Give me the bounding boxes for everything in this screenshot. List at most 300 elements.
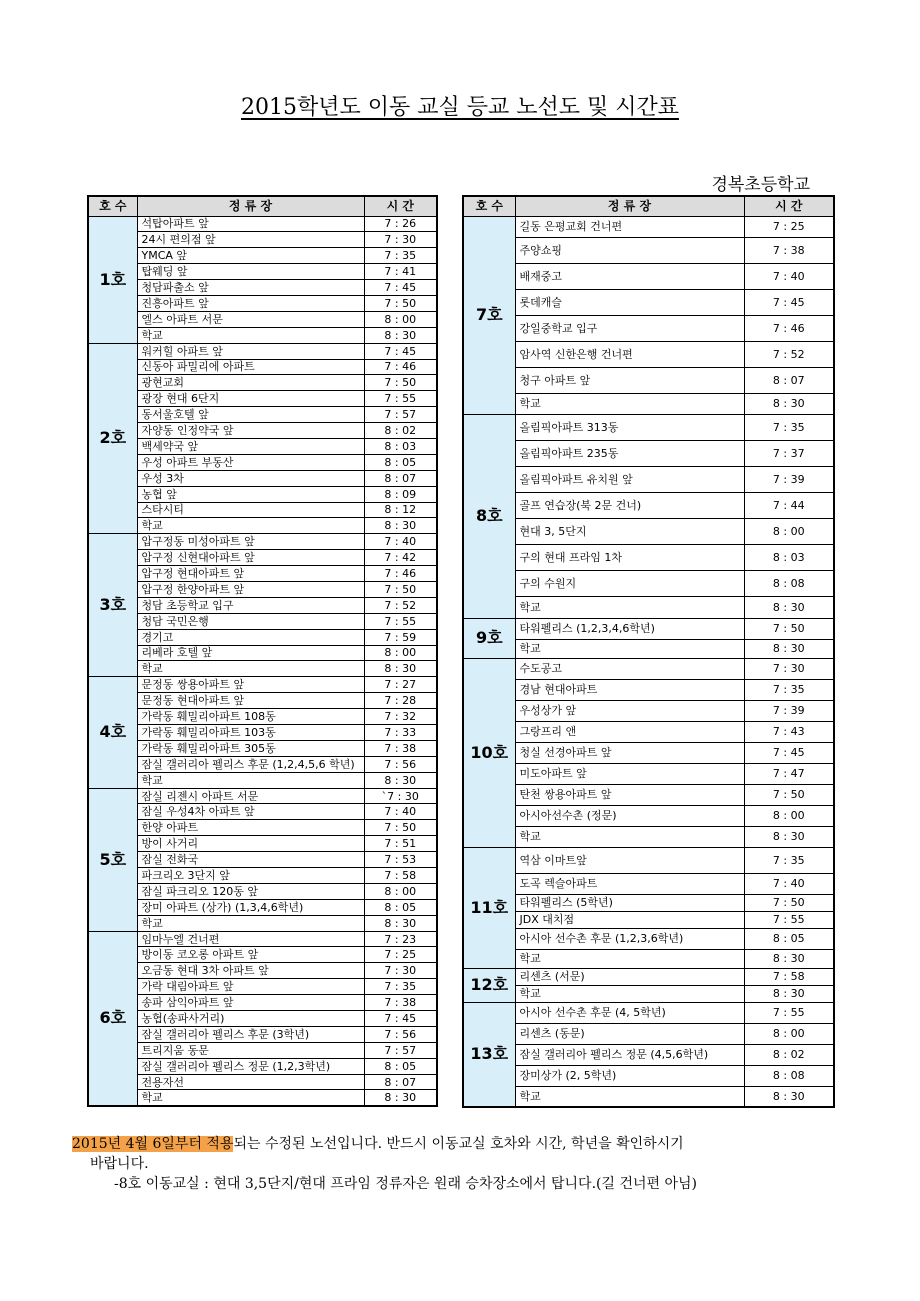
stop-name: JDX 대치점	[515, 911, 744, 928]
stop-name: 올림픽아파트 235동	[515, 440, 744, 466]
stop-name: 농협 앞	[137, 486, 364, 502]
stop-time: 8 : 30	[744, 985, 834, 1002]
table-row	[88, 820, 437, 836]
stop-time: 8 : 05	[364, 454, 437, 470]
stop-time: 7 : 42	[364, 550, 437, 566]
stop-name: 경남 현대아파트	[515, 679, 744, 700]
table-row	[463, 639, 834, 658]
table-row	[463, 315, 834, 341]
stop-time: 7 : 43	[744, 721, 834, 742]
stop-time: 8 : 30	[744, 1086, 834, 1107]
table-row	[88, 359, 437, 375]
stop-time: 7 : 50	[744, 618, 834, 639]
stop-name: 청실 선경아파트 앞	[515, 742, 744, 763]
stop-time: 7 : 57	[364, 1042, 437, 1058]
table-row	[88, 216, 437, 232]
stop-name: 잠실 우성4차 아파트 앞	[137, 804, 364, 820]
stop-name: 방이동 코오롱 아파트 앞	[137, 947, 364, 963]
header-time: 시 간	[744, 196, 834, 216]
stop-name: 리베라 호텔 앞	[137, 645, 364, 661]
table-row	[463, 928, 834, 949]
table-row	[88, 613, 437, 629]
page-title: 2015학년도 이동 교실 등교 노선도 및 시간표	[241, 95, 679, 120]
stop-name: 현대 3, 5단지	[515, 518, 744, 544]
stop-time: 7 : 40	[364, 534, 437, 550]
stop-time: 7 : 55	[744, 911, 834, 928]
stop-time: 7 : 45	[744, 742, 834, 763]
stop-name: 파크리오 3단지 앞	[137, 868, 364, 884]
route-number: 2호	[88, 343, 137, 534]
route-number: 8호	[463, 414, 515, 618]
stop-name: 스타시티	[137, 502, 364, 518]
stop-name: 신동아 파밀리에 아파트	[137, 359, 364, 375]
stop-name: 압구정 현대아파트 앞	[137, 566, 364, 582]
stop-time: 7 : 44	[744, 492, 834, 518]
stop-time: 7 : 38	[364, 740, 437, 756]
route-number: 9호	[463, 618, 515, 658]
stop-name: 타워펠리스 (1,2,3,4,6학년)	[515, 618, 744, 639]
table-row	[463, 847, 834, 873]
stop-time: 8 : 30	[364, 1090, 437, 1106]
stop-time: 8 : 30	[744, 393, 834, 414]
stop-name: 암사역 신한은행 건너편	[515, 341, 744, 367]
table-row	[88, 836, 437, 852]
schedule-table-right	[462, 195, 835, 1108]
table-row	[88, 915, 437, 931]
stop-time: 7 : 45	[744, 289, 834, 315]
table-row	[463, 263, 834, 289]
table-row	[88, 1090, 437, 1106]
stop-name: 학교	[515, 596, 744, 618]
table-row	[88, 343, 437, 359]
stop-name: 압구정 한양아파트 앞	[137, 581, 364, 597]
stop-name: 가락동 훼밀리아파트 108동	[137, 709, 364, 725]
stop-time: 7 : 55	[364, 391, 437, 407]
route-number: 7호	[463, 216, 515, 414]
table-row	[463, 894, 834, 911]
header-hosu: 호 수	[88, 196, 137, 216]
stop-time: 8 : 03	[744, 544, 834, 570]
table-row	[88, 438, 437, 454]
table-row	[88, 725, 437, 741]
stop-time: 7 : 40	[364, 804, 437, 820]
stop-time: 7 : 58	[364, 868, 437, 884]
stop-name: 강일중학교 입구	[515, 315, 744, 341]
stop-name: 엘스 아파트 서문	[137, 311, 364, 327]
stop-name: 잠실 파크리오 120동 앞	[137, 883, 364, 899]
stop-name: 가락동 훼밀리아파트 103동	[137, 725, 364, 741]
stop-name: 잠실 갤러리아 펠리스 후문 (1,2,4,5,6 학년)	[137, 756, 364, 772]
stop-name: 학교	[515, 949, 744, 968]
stop-name: 구의 현대 프라임 1차	[515, 544, 744, 570]
table-row	[88, 470, 437, 486]
stop-time: 7 : 35	[364, 248, 437, 264]
stop-name: 학교	[137, 327, 364, 343]
stop-name: 잠실 전화국	[137, 852, 364, 868]
table-row	[463, 393, 834, 414]
route-number: 12호	[463, 968, 515, 1002]
stop-time: 8 : 09	[364, 486, 437, 502]
table-row	[88, 645, 437, 661]
stop-name: 석탑아파트 앞	[137, 216, 364, 232]
table-row	[463, 237, 834, 263]
stop-name: 도곡 렉슬아파트	[515, 873, 744, 894]
stop-name: 광장 현대 6단지	[137, 391, 364, 407]
stop-time: 7 : 35	[744, 679, 834, 700]
stop-time: 7 : 50	[364, 581, 437, 597]
table-row	[463, 1044, 834, 1065]
stop-time: 7 : 50	[364, 375, 437, 391]
stop-time: 7 : 50	[364, 820, 437, 836]
header-stop: 정 류 장	[515, 196, 744, 216]
stop-name: 배재중고	[515, 263, 744, 289]
stop-time: 7 : 50	[744, 784, 834, 805]
stop-time: 8 : 30	[744, 639, 834, 658]
table-row	[88, 518, 437, 534]
stop-time: 8 : 03	[364, 438, 437, 454]
stop-time: 8 : 00	[364, 645, 437, 661]
stop-name: 아시아선수촌 (정문)	[515, 805, 744, 826]
table-row	[88, 232, 437, 248]
stop-time: 8 : 08	[744, 1065, 834, 1086]
stop-name: 광현교회	[137, 375, 364, 391]
stop-time: 7 : 35	[744, 414, 834, 440]
table-row	[88, 677, 437, 693]
stop-name: 올림픽아파트 유치원 앞	[515, 466, 744, 492]
stop-time: 7 : 35	[744, 847, 834, 873]
table-row	[88, 423, 437, 439]
stop-name: 압구정동 미성아파트 앞	[137, 534, 364, 550]
table-row	[88, 868, 437, 884]
stop-time: 7 : 50	[364, 295, 437, 311]
stop-name: 학교	[515, 826, 744, 847]
table-row	[88, 1058, 437, 1074]
stop-time: 8 : 12	[364, 502, 437, 518]
table-row	[88, 581, 437, 597]
stop-time: 8 : 30	[744, 596, 834, 618]
table-row	[88, 852, 437, 868]
stop-name: 학교	[515, 639, 744, 658]
table-row	[88, 566, 437, 582]
stop-time: 7 : 35	[364, 979, 437, 995]
table-row	[88, 979, 437, 995]
table-row	[463, 544, 834, 570]
table-row	[463, 742, 834, 763]
table-row	[463, 289, 834, 315]
table-row	[463, 763, 834, 784]
stop-time: 7 : 56	[364, 756, 437, 772]
stop-name: 오금동 현대 3차 아파트 앞	[137, 963, 364, 979]
stop-name: 청담파출소 앞	[137, 280, 364, 296]
stop-name: 우성상가 앞	[515, 700, 744, 721]
stop-name: 청구 아파트 앞	[515, 367, 744, 393]
table-row	[88, 931, 437, 947]
stop-time: 7 : 46	[364, 359, 437, 375]
stop-name: 미도아파트 앞	[515, 763, 744, 784]
table-row	[88, 995, 437, 1011]
stop-name: YMCA 앞	[137, 248, 364, 264]
stop-time: 8 : 30	[364, 661, 437, 677]
stop-name: 잠실 리젠시 아파트 서문	[137, 788, 364, 804]
table-row	[463, 596, 834, 618]
table-row	[88, 407, 437, 423]
stop-name: 역삼 이마트앞	[515, 847, 744, 873]
stop-time: 7 : 30	[364, 963, 437, 979]
header-hosu: 호 수	[463, 196, 515, 216]
stop-name: 가락 대림아파트 앞	[137, 979, 364, 995]
stop-name: 임마누엘 건너편	[137, 931, 364, 947]
stop-name: 아시아 선수촌 후문 (4, 5학년)	[515, 1002, 744, 1023]
table-row	[88, 772, 437, 788]
stop-time: 8 : 30	[364, 518, 437, 534]
notes-line-1-text: 되는 수정된 노선입니다. 반드시 이동교실 호차와 시간, 학년을 확인하시기	[233, 1136, 684, 1152]
stop-name: 문정동 현대아파트 앞	[137, 693, 364, 709]
stop-name: 학교	[137, 1090, 364, 1106]
stop-name: 학교	[137, 518, 364, 534]
stop-name: 자양동 인정약국 앞	[137, 423, 364, 439]
stop-time: 7 : 39	[744, 466, 834, 492]
stop-time: 8 : 00	[744, 805, 834, 826]
stop-time: 8 : 30	[744, 949, 834, 968]
stop-time: 8 : 00	[364, 883, 437, 899]
stop-name: 진흥아파트 앞	[137, 295, 364, 311]
table-row	[463, 341, 834, 367]
stop-time: 7 : 59	[364, 629, 437, 645]
route-number: 6호	[88, 931, 137, 1106]
table-row	[88, 629, 437, 645]
table-row	[88, 740, 437, 756]
stop-time: 7 : 57	[364, 407, 437, 423]
route-number: 5호	[88, 788, 137, 931]
stop-time: 7 : 40	[744, 873, 834, 894]
table-row	[463, 911, 834, 928]
stop-time: 7 : 45	[364, 343, 437, 359]
stop-name: 잠실 갤러리아 펠리스 정문 (4,5,6학년)	[515, 1044, 744, 1065]
stop-name: 주양쇼핑	[515, 237, 744, 263]
stop-name: 백세약국 앞	[137, 438, 364, 454]
stop-time: 7 : 23	[364, 931, 437, 947]
stop-time: 8 : 02	[364, 423, 437, 439]
table-row	[463, 570, 834, 596]
header-stop: 정 류 장	[137, 196, 364, 216]
stop-name: 학교	[515, 393, 744, 414]
stop-time: 7 : 40	[744, 263, 834, 289]
stop-name: 탑웨딩 앞	[137, 264, 364, 280]
table-row	[463, 784, 834, 805]
stop-time: 8 : 00	[364, 311, 437, 327]
table-row	[88, 947, 437, 963]
table-row	[88, 391, 437, 407]
table-row	[88, 709, 437, 725]
table-row	[463, 805, 834, 826]
route-number: 1호	[88, 216, 137, 343]
table-row	[88, 1074, 437, 1090]
stop-name: 전용자선	[137, 1074, 364, 1090]
stop-time: 7 : 28	[364, 693, 437, 709]
school-name: 경복초등학교	[711, 175, 810, 195]
stop-time: 7 : 58	[744, 968, 834, 985]
stop-name: 학교	[137, 772, 364, 788]
stop-name: 가락동 훼밀리아파트 305동	[137, 740, 364, 756]
stop-name: 동서울호텔 앞	[137, 407, 364, 423]
stop-time: 7 : 25	[744, 216, 834, 237]
table-row	[88, 788, 437, 804]
stop-time: 8 : 07	[364, 1074, 437, 1090]
table-row	[463, 1065, 834, 1086]
table-row	[88, 1042, 437, 1058]
stop-name: 롯데캐슬	[515, 289, 744, 315]
stop-name: 한양 아파트	[137, 820, 364, 836]
table-row	[88, 963, 437, 979]
table-row	[463, 658, 834, 679]
stop-name: 타워펠리스 (5학년)	[515, 894, 744, 911]
stop-name: 아시아 선수촌 후문 (1,2,3,6학년)	[515, 928, 744, 949]
stop-time: 7 : 25	[364, 947, 437, 963]
stop-name: 우성 3차	[137, 470, 364, 486]
stop-time: 8 : 30	[364, 327, 437, 343]
stop-name: 우성 아파트 부동산	[137, 454, 364, 470]
stop-name: 올림픽아파트 313동	[515, 414, 744, 440]
table-row	[463, 216, 834, 237]
notes-line-2: 바랍니다.	[90, 1156, 149, 1172]
stop-name: 청담 국민은행	[137, 613, 364, 629]
stop-time: 8 : 02	[744, 1044, 834, 1065]
stop-name: 학교	[515, 985, 744, 1002]
stop-time: 7 : 45	[364, 280, 437, 296]
stop-time: 7 : 56	[364, 1026, 437, 1042]
stop-name: 그랑프리 앤	[515, 721, 744, 742]
route-number: 10호	[463, 658, 515, 847]
stop-time: 7 : 47	[744, 763, 834, 784]
stop-time: 7 : 37	[744, 440, 834, 466]
route-number: 11호	[463, 847, 515, 968]
stop-time: 7 : 27	[364, 677, 437, 693]
stop-time: 7 : 55	[744, 1002, 834, 1023]
table-row	[88, 486, 437, 502]
table-row	[463, 1002, 834, 1023]
stop-time: 7 : 46	[744, 315, 834, 341]
stop-name: 압구정 신현대아파트 앞	[137, 550, 364, 566]
table-row	[463, 700, 834, 721]
stop-name: 장미상가 (2, 5학년)	[515, 1065, 744, 1086]
table-row	[463, 985, 834, 1002]
table-row	[88, 899, 437, 915]
stop-name: 리센츠 (서문)	[515, 968, 744, 985]
notes-line-3: -8호 이동교실 : 현대 3,5단지/현대 프라임 정류자은 원래 승차장소에서 탑니다.(길 건너편 아님)	[114, 1176, 697, 1192]
stop-name: 트리지움 동문	[137, 1042, 364, 1058]
table-row	[463, 440, 834, 466]
table-row	[88, 502, 437, 518]
table-row	[463, 492, 834, 518]
stop-name: 탄천 쌍용아파트 앞	[515, 784, 744, 805]
table-row	[88, 804, 437, 820]
stop-time: 7 : 30	[364, 232, 437, 248]
stop-time: 7 : 38	[744, 237, 834, 263]
stop-name: 학교	[515, 1086, 744, 1107]
table-row	[463, 949, 834, 968]
stop-time: 7 : 33	[364, 725, 437, 741]
table-row	[88, 248, 437, 264]
stop-name: 길동 은평교회 건너편	[515, 216, 744, 237]
table-row	[463, 518, 834, 544]
stop-time: 7 : 26	[364, 216, 437, 232]
stop-time: 7 : 39	[744, 700, 834, 721]
stop-name: 송파 삼익아파트 앞	[137, 995, 364, 1011]
table-row	[88, 693, 437, 709]
stop-time: 8 : 30	[744, 826, 834, 847]
stop-time: 8 : 05	[364, 1058, 437, 1074]
table-row	[463, 679, 834, 700]
stop-time: 8 : 07	[744, 367, 834, 393]
route-number: 4호	[88, 677, 137, 788]
table-row	[463, 1023, 834, 1044]
table-row	[463, 873, 834, 894]
stop-time: 7 : 50	[744, 894, 834, 911]
stop-time: 8 : 08	[744, 570, 834, 596]
stop-name: 골프 연습장(북 2문 건너)	[515, 492, 744, 518]
table-row	[88, 1026, 437, 1042]
notes-line-1	[72, 1134, 872, 1154]
stop-name: 농협(송파사거리)	[137, 1011, 364, 1027]
stop-time: 7 : 41	[364, 264, 437, 280]
stop-time: 7 : 51	[364, 836, 437, 852]
stop-time: 7 : 45	[364, 1011, 437, 1027]
stop-time: 8 : 07	[364, 470, 437, 486]
effective-date-highlight: 2015년 4월 6일부터 적용	[72, 1136, 234, 1152]
notes	[72, 1134, 872, 1194]
table-row	[88, 597, 437, 613]
stop-name: 24시 편의점 앞	[137, 232, 364, 248]
stop-time: 8 : 00	[744, 1023, 834, 1044]
schedule-table-left	[87, 195, 438, 1107]
table-row	[463, 414, 834, 440]
table-row	[88, 375, 437, 391]
table-row	[88, 264, 437, 280]
table-row	[463, 466, 834, 492]
stop-name: 수도공고	[515, 658, 744, 679]
stop-time: 8 : 05	[364, 899, 437, 915]
table-row	[463, 367, 834, 393]
route-number: 13호	[463, 1002, 515, 1107]
table-row	[463, 1086, 834, 1107]
table-row	[88, 661, 437, 677]
stop-time: 7 : 55	[364, 613, 437, 629]
stop-time: 8 : 30	[364, 772, 437, 788]
stop-name: 잠실 갤러리아 펠리스 정문 (1,2,3학년)	[137, 1058, 364, 1074]
table-row	[88, 883, 437, 899]
stop-time: 7 : 32	[364, 709, 437, 725]
stop-name: 구의 수원지	[515, 570, 744, 596]
stop-name: 학교	[137, 661, 364, 677]
table-row	[88, 295, 437, 311]
stop-time: 8 : 05	[744, 928, 834, 949]
stop-time: 7 : 52	[364, 597, 437, 613]
table-row	[463, 721, 834, 742]
stop-time: 8 : 00	[744, 518, 834, 544]
table-row	[88, 280, 437, 296]
table-row	[88, 534, 437, 550]
stop-name: 리센츠 (동문)	[515, 1023, 744, 1044]
table-row	[463, 826, 834, 847]
route-number: 3호	[88, 534, 137, 677]
stop-time: `7 : 30	[364, 788, 437, 804]
stop-name: 잠실 갤러리아 펠리스 후문 (3학년)	[137, 1026, 364, 1042]
table-row	[463, 968, 834, 985]
header-time: 시 간	[364, 196, 437, 216]
stop-name: 경기고	[137, 629, 364, 645]
stop-time: 7 : 46	[364, 566, 437, 582]
table-row	[88, 327, 437, 343]
